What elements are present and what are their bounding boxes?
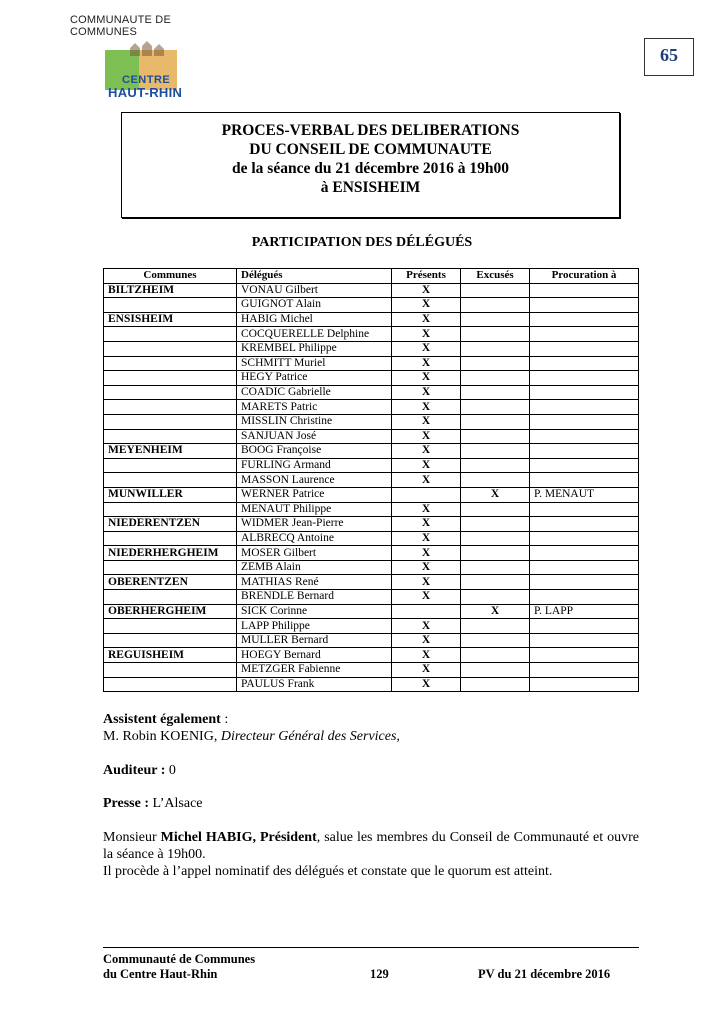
procuration-cell — [530, 429, 639, 444]
present-cell: X — [392, 341, 461, 356]
procuration-cell — [530, 312, 639, 327]
auditeur-label: Auditeur : — [103, 763, 166, 778]
title-box — [121, 112, 620, 218]
excuse-cell — [461, 633, 530, 648]
excuse-cell — [461, 648, 530, 663]
table-row — [104, 385, 639, 400]
present-cell: X — [392, 298, 461, 313]
commune-cell — [104, 663, 237, 678]
excuse-cell — [461, 546, 530, 561]
delegue-cell: MULLER Bernard — [237, 633, 392, 648]
present-cell: X — [392, 590, 461, 605]
commune-cell — [104, 633, 237, 648]
table-row — [104, 648, 639, 663]
assistent-block — [103, 711, 639, 745]
commune-cell — [104, 327, 237, 342]
table-row — [104, 531, 639, 546]
procuration-cell — [530, 356, 639, 371]
excuse-cell — [461, 458, 530, 473]
commune-cell: NIEDERHERGHEIM — [104, 546, 237, 561]
assistent-role: Directeur Général des Services, — [220, 729, 400, 744]
auditeur-value: 0 — [165, 763, 176, 778]
table-row — [104, 400, 639, 415]
assistent-colon: : — [220, 712, 229, 727]
excuse-cell — [461, 590, 530, 605]
delegates-table — [103, 268, 639, 692]
table-row — [104, 283, 639, 298]
delegue-cell: FURLING Armand — [237, 458, 392, 473]
procuration-cell — [530, 458, 639, 473]
delegates-table-body — [104, 283, 639, 692]
footer-org-line-1: Communauté de Communes — [103, 952, 256, 966]
present-cell: X — [392, 400, 461, 415]
procuration-cell — [530, 531, 639, 546]
commune-cell: OBERENTZEN — [104, 575, 237, 590]
procuration-cell — [530, 327, 639, 342]
commune-cell — [104, 414, 237, 429]
present-cell: X — [392, 473, 461, 488]
paragraph-president: Michel HABIG, Président — [160, 830, 317, 845]
table-row — [104, 298, 639, 313]
procuration-cell — [530, 283, 639, 298]
commune-cell — [104, 429, 237, 444]
delegue-cell: COCQUERELLE Delphine — [237, 327, 392, 342]
commune-cell — [104, 341, 237, 356]
roll-call-sentence: Il procède à l’appel nominatif des délégués et constate que le quorum est atteint. — [103, 864, 553, 879]
present-cell: X — [392, 312, 461, 327]
footer-pv-date: PV du 21 décembre 2016 — [478, 967, 611, 981]
procuration-cell — [530, 590, 639, 605]
table-row — [104, 633, 639, 648]
present-cell: X — [392, 356, 461, 371]
header-excuses: Excusés — [461, 269, 530, 284]
title-line-3: de la séance du 21 décembre 2016 à 19h00 — [232, 160, 509, 177]
excuse-cell — [461, 356, 530, 371]
delegue-cell: MATHIAS René — [237, 575, 392, 590]
procuration-cell — [530, 400, 639, 415]
procuration-cell — [530, 575, 639, 590]
delegue-cell: HEGY Patrice — [237, 371, 392, 386]
delegue-cell: HABIG Michel — [237, 312, 392, 327]
table-row — [104, 663, 639, 678]
commune-cell — [104, 298, 237, 313]
logo-line2: HAUT-RHIN — [108, 85, 183, 100]
table-row — [104, 458, 639, 473]
page-badge — [644, 38, 694, 76]
present-cell: X — [392, 531, 461, 546]
commune-cell — [104, 458, 237, 473]
table-row — [104, 677, 639, 692]
present-cell: X — [392, 502, 461, 517]
procuration-cell — [530, 502, 639, 517]
table-row — [104, 371, 639, 386]
commune-cell: MUNWILLER — [104, 487, 237, 502]
procuration-cell — [530, 648, 639, 663]
procuration-cell: P. LAPP — [530, 604, 639, 619]
table-row — [104, 619, 639, 634]
excuse-cell — [461, 560, 530, 575]
header-presents: Présents — [392, 269, 461, 284]
excuse-cell — [461, 298, 530, 313]
present-cell: X — [392, 633, 461, 648]
excuse-cell — [461, 619, 530, 634]
commune-cell: BILTZHEIM — [104, 283, 237, 298]
excuse-cell — [461, 312, 530, 327]
procuration-cell — [530, 444, 639, 459]
procuration-cell — [530, 663, 639, 678]
procuration-cell — [530, 371, 639, 386]
excuse-cell — [461, 371, 530, 386]
paragraph-post: , salue les membres du Conseil de Communauté et ouvre la séance à 19h00. — [103, 830, 639, 862]
delegue-cell: BRENDLE Bernard — [237, 590, 392, 605]
delegue-cell: METZGER Fabienne — [237, 663, 392, 678]
table-row — [104, 473, 639, 488]
present-cell: X — [392, 546, 461, 561]
delegue-cell: GUIGNOT Alain — [237, 298, 392, 313]
present-cell: X — [392, 663, 461, 678]
present-cell: X — [392, 648, 461, 663]
commune-cell — [104, 371, 237, 386]
assistent-label: Assistent également — [103, 712, 221, 727]
excuse-cell — [461, 283, 530, 298]
commune-cell: NIEDERENTZEN — [104, 517, 237, 532]
excuse-cell: X — [461, 604, 530, 619]
delegue-cell: SANJUAN José — [237, 429, 392, 444]
commune-cell — [104, 677, 237, 692]
table-row — [104, 517, 639, 532]
excuse-cell — [461, 341, 530, 356]
commune-cell — [104, 400, 237, 415]
table-row — [104, 487, 639, 502]
table-row — [104, 327, 639, 342]
delegue-cell: COADIC Gabrielle — [237, 385, 392, 400]
present-cell: X — [392, 429, 461, 444]
commune-cell — [104, 356, 237, 371]
table-row — [104, 502, 639, 517]
opening-paragraph — [103, 829, 639, 863]
present-cell: X — [392, 575, 461, 590]
delegue-cell: SCHMITT Muriel — [237, 356, 392, 371]
logo-arc-text: COMMUNAUTE DE COMMUNES — [70, 14, 171, 38]
delegue-cell: VONAU Gilbert — [237, 283, 392, 298]
delegue-cell: WERNER Patrice — [237, 487, 392, 502]
delegue-cell: MOSER Gilbert — [237, 546, 392, 561]
present-cell: X — [392, 517, 461, 532]
excuse-cell — [461, 663, 530, 678]
footer-page-number: 129 — [370, 967, 389, 981]
excuse-cell — [461, 385, 530, 400]
footer-organisation — [103, 952, 255, 982]
table-row — [104, 341, 639, 356]
commune-cell — [104, 473, 237, 488]
procuration-cell — [530, 298, 639, 313]
delegue-cell: MASSON Laurence — [237, 473, 392, 488]
table-row — [104, 312, 639, 327]
procuration-cell — [530, 473, 639, 488]
delegue-cell: BOOG Françoise — [237, 444, 392, 459]
title-line-2: DU CONSEIL DE COMMUNAUTE — [249, 141, 492, 158]
table-row — [104, 575, 639, 590]
procuration-cell — [530, 546, 639, 561]
table-header-row — [104, 269, 639, 284]
delegue-cell: ZEMB Alain — [237, 560, 392, 575]
auditeur-line — [103, 762, 639, 779]
commune-cell: MEYENHEIM — [104, 444, 237, 459]
commune-cell — [104, 385, 237, 400]
excuse-cell — [461, 677, 530, 692]
delegue-cell: ALBRECQ Antoine — [237, 531, 392, 546]
procuration-cell: P. MENAUT — [530, 487, 639, 502]
presse-value: L’Alsace — [149, 796, 203, 811]
procuration-cell — [530, 560, 639, 575]
section-title: PARTICIPATION DES DÉLÉGUÉS — [251, 235, 473, 250]
table-row — [104, 444, 639, 459]
present-cell: X — [392, 458, 461, 473]
excuse-cell — [461, 414, 530, 429]
excuse-cell — [461, 575, 530, 590]
procuration-cell — [530, 385, 639, 400]
procuration-cell — [530, 677, 639, 692]
commune-cell: OBERHERGHEIM — [104, 604, 237, 619]
procuration-cell — [530, 517, 639, 532]
excuse-cell — [461, 429, 530, 444]
assistent-person: M. Robin KOENIG, — [103, 729, 221, 744]
village-rooftops-icon — [128, 40, 168, 56]
excuse-cell — [461, 327, 530, 342]
excuse-cell — [461, 473, 530, 488]
paragraph-pre: Monsieur — [103, 830, 161, 845]
page-badge-number: 65 — [660, 45, 678, 65]
table-row — [104, 560, 639, 575]
excuse-cell — [461, 444, 530, 459]
commune-cell: ENSISHEIM — [104, 312, 237, 327]
commune-cell — [104, 560, 237, 575]
header-delegues: Délégués — [237, 269, 392, 284]
commune-cell: REGUISHEIM — [104, 648, 237, 663]
table-row — [104, 590, 639, 605]
present-cell: X — [392, 560, 461, 575]
procuration-cell — [530, 619, 639, 634]
delegue-cell: MARETS Patric — [237, 400, 392, 415]
present-cell: X — [392, 385, 461, 400]
presse-label: Presse : — [103, 796, 149, 811]
excuse-cell — [461, 531, 530, 546]
header-communes: Communes — [104, 269, 237, 284]
commune-cell — [104, 619, 237, 634]
procuration-cell — [530, 414, 639, 429]
delegue-cell: MENAUT Philippe — [237, 502, 392, 517]
delegue-cell: HOEGY Bernard — [237, 648, 392, 663]
delegue-cell: MISSLIN Christine — [237, 414, 392, 429]
excuse-cell — [461, 400, 530, 415]
header-procuration: Procuration à — [530, 269, 639, 284]
title-line-4: à ENSISHEIM — [320, 179, 421, 196]
present-cell: X — [392, 677, 461, 692]
table-row — [104, 356, 639, 371]
present-cell: X — [392, 371, 461, 386]
excuse-cell — [461, 502, 530, 517]
procuration-cell — [530, 633, 639, 648]
presse-line — [103, 795, 639, 812]
table-row — [104, 604, 639, 619]
delegue-cell: LAPP Philippe — [237, 619, 392, 634]
present-cell: X — [392, 444, 461, 459]
footer-divider — [103, 947, 639, 948]
present-cell: X — [392, 283, 461, 298]
commune-cell — [104, 502, 237, 517]
commune-cell — [104, 590, 237, 605]
procuration-cell — [530, 341, 639, 356]
table-row — [104, 546, 639, 561]
title-line-1: PROCES-VERBAL DES DELIBERATIONS — [221, 122, 520, 139]
excuse-cell — [461, 517, 530, 532]
community-logo — [70, 14, 220, 104]
present-cell — [392, 604, 461, 619]
delegue-cell: SICK Corinne — [237, 604, 392, 619]
commune-cell — [104, 531, 237, 546]
delegue-cell: WIDMER Jean-Pierre — [237, 517, 392, 532]
present-cell: X — [392, 619, 461, 634]
footer-org-line-2: du Centre Haut-Rhin — [103, 967, 218, 981]
delegue-cell: KREMBEL Philippe — [237, 341, 392, 356]
delegue-cell: PAULUS Frank — [237, 677, 392, 692]
present-cell: X — [392, 327, 461, 342]
logo-line1: CENTRE — [122, 74, 171, 86]
excuse-cell: X — [461, 487, 530, 502]
present-cell — [392, 487, 461, 502]
present-cell: X — [392, 414, 461, 429]
table-row — [104, 414, 639, 429]
table-row — [104, 429, 639, 444]
